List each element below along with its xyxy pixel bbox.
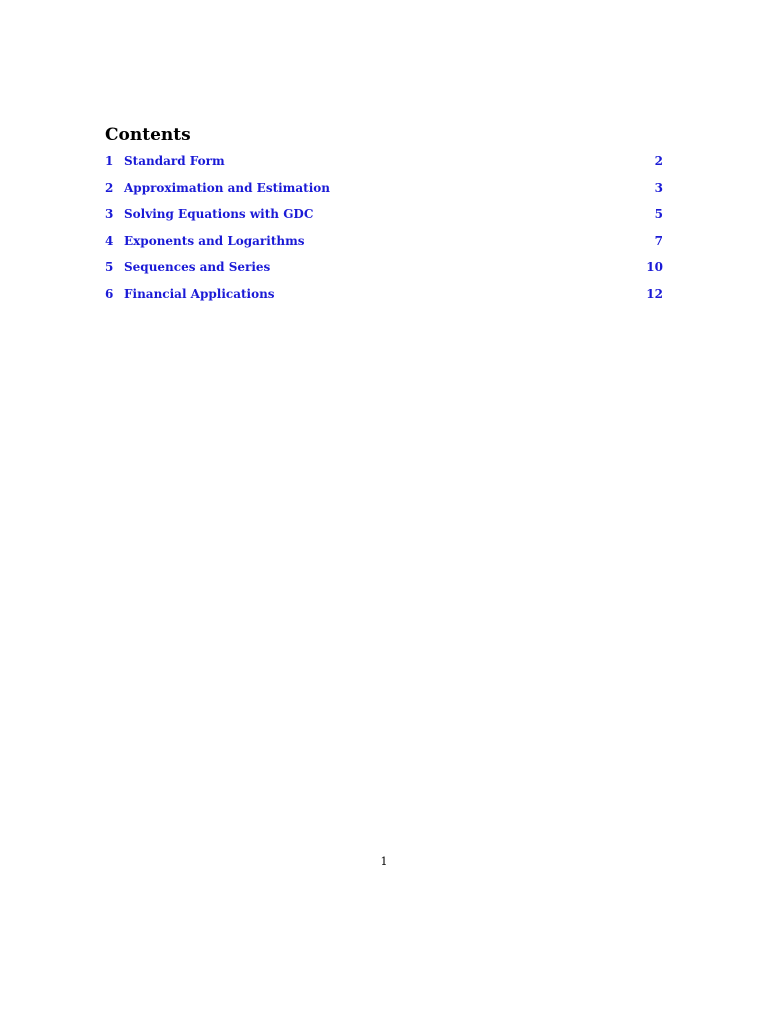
toc-entry-page: 7: [654, 233, 663, 248]
toc-entry-solving-equations-with-gdc[interactable]: [105, 207, 663, 234]
toc-entry-title: Sequences and Series: [124, 260, 271, 275]
toc-entry-number: 1: [105, 154, 114, 168]
page-number: 1: [380, 855, 388, 868]
toc-entry-page: 5: [654, 207, 663, 222]
toc-entry-page: 10: [646, 260, 663, 275]
toc-entry-title: Solving Equations with GDC: [124, 207, 314, 222]
toc-heading: Contents: [105, 125, 191, 145]
toc-entry-number: 2: [105, 180, 114, 195]
toc-entry-title: Approximation and Estimation: [124, 180, 330, 195]
toc-entry-number: 4: [105, 233, 114, 248]
toc-entry-page: 2: [654, 154, 663, 168]
toc-entry-sequences-and-series[interactable]: [105, 260, 663, 287]
toc-entry-standard-form[interactable]: [105, 154, 663, 181]
toc-entry-title: Standard Form: [124, 154, 225, 168]
toc-entry-title: Exponents and Logarithms: [124, 233, 305, 248]
toc-entry-page: 3: [654, 180, 663, 195]
toc-entry-number: 3: [105, 207, 114, 222]
toc-entry-approximation-and-estimation[interactable]: [105, 181, 663, 208]
toc-entry-title: Financial Applications: [124, 286, 275, 301]
toc-entry-number: 5: [105, 260, 114, 275]
toc-entry-exponents-and-logarithms[interactable]: [105, 234, 663, 261]
toc-list: [105, 154, 663, 314]
toc-entry-number: 6: [105, 286, 114, 301]
toc-entry-page: 12: [646, 286, 663, 301]
toc-entry-financial-applications[interactable]: [105, 287, 663, 314]
